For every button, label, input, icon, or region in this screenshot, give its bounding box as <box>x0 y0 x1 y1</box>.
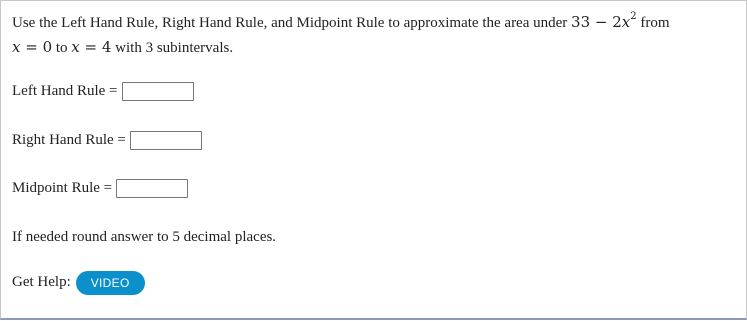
left-hand-rule-label: Left Hand Rule = <box>12 83 118 99</box>
midpoint-rule-row <box>12 179 188 198</box>
right-hand-rule-row <box>12 131 202 150</box>
question-line-2 <box>12 38 233 57</box>
interval-start-variable: x <box>12 38 21 56</box>
midpoint-rule-label: Midpoint Rule = <box>12 180 113 196</box>
get-help-row <box>12 269 145 295</box>
rounding-note: If needed round answer to 5 decimal places. <box>12 229 277 245</box>
question-line-1 <box>12 13 670 32</box>
function-constant: 33 <box>571 13 591 31</box>
question-intro: Use the Left Hand Rule, Right Hand Rule, and Midpoint Rule to approximate the area under <box>12 15 572 31</box>
right-hand-rule-label: Right Hand Rule = <box>12 132 126 148</box>
interval-start-value: = 0 <box>20 38 53 56</box>
interval-end-variable: x <box>71 38 80 56</box>
video-button[interactable]: VIDEO <box>76 271 145 295</box>
to-word: to <box>52 40 72 56</box>
subintervals-text: with 3 subintervals. <box>111 40 234 56</box>
right-hand-rule-input[interactable] <box>130 131 202 150</box>
left-hand-rule-row <box>12 82 194 101</box>
left-hand-rule-input[interactable] <box>122 82 194 101</box>
from-word: from <box>636 15 670 31</box>
get-help-label: Get Help: <box>12 274 71 290</box>
function-minus-coefficient: − 2 <box>590 13 622 31</box>
function-exponent: 2 <box>630 11 637 22</box>
interval-end-value: = 4 <box>79 38 112 56</box>
function-variable: x <box>621 13 631 31</box>
midpoint-rule-input[interactable] <box>116 179 188 198</box>
